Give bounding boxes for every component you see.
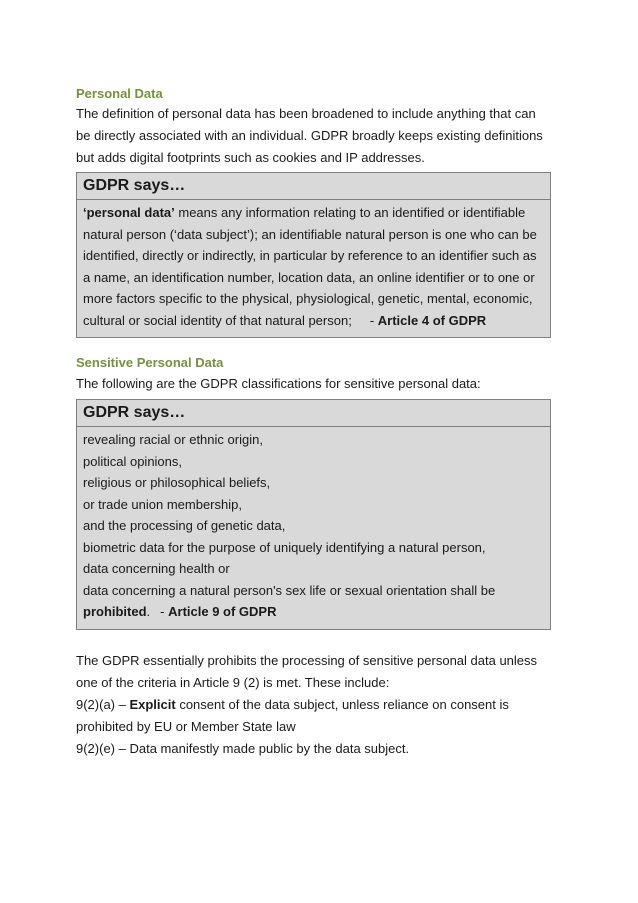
criteria-a-continued: prohibited by EU or Member State law bbox=[76, 719, 296, 734]
explicit-term: Explicit bbox=[129, 697, 176, 712]
sensitive-data-heading: Sensitive Personal Data bbox=[76, 355, 224, 370]
box-body bbox=[77, 200, 550, 337]
box-line bbox=[83, 310, 544, 332]
gdpr-says-box-article-4 bbox=[76, 172, 551, 338]
closing-line: one of the criteria in Article 9 (2) is met. These include: bbox=[76, 675, 390, 690]
closing-line: The GDPR essentially prohibits the processing of sensitive personal data unless bbox=[76, 653, 538, 668]
list-item: data concerning a natural person's sex life or sexual orientation shall be bbox=[83, 582, 496, 598]
list-item: or trade union membership, bbox=[83, 496, 242, 512]
closing-paragraph bbox=[76, 650, 537, 760]
citation-dash: - bbox=[160, 604, 165, 619]
list-item: religious or philosophical beliefs, bbox=[83, 475, 271, 490]
criteria-a-text: consent of the data subject, unless reliance on consent is bbox=[175, 697, 509, 712]
list-item: and the processing of genetic data, bbox=[83, 518, 286, 533]
box-title: GDPR says… bbox=[77, 400, 550, 427]
box-line-text: cultural or social identity of that natural person; bbox=[83, 312, 352, 328]
box-body bbox=[77, 427, 550, 629]
box-line bbox=[83, 601, 544, 623]
list-item: biometric data for the purpose of uniquely identifying a natural person, bbox=[83, 539, 486, 555]
box-line: natural person (‘data subject’); an identifiable natural person is one who can be bbox=[83, 226, 537, 242]
intro-line: but adds digital footprints such as cookies and IP addresses. bbox=[76, 150, 425, 165]
prohibited-term: prohibited bbox=[83, 604, 147, 619]
box-line bbox=[83, 202, 544, 224]
intro-line: The definition of personal data has been broadened to include anything that can bbox=[76, 106, 536, 121]
list-item: data concerning health or bbox=[83, 561, 230, 576]
personal-data-intro bbox=[76, 103, 543, 169]
list-item: revealing racial or ethnic origin, bbox=[83, 432, 263, 447]
criteria-a-prefix: 9(2)(a) – bbox=[76, 697, 130, 712]
box-line: identified, directly or indirectly, in particular by reference to an identifier such as bbox=[83, 248, 537, 263]
citation: Article 9 of GDPR bbox=[168, 604, 277, 619]
criteria-e: 9(2)(e) – Data manifestly made public by the data subject. bbox=[76, 741, 410, 756]
sensitive-data-intro: The following are the GDPR classifications for sensitive personal data: bbox=[76, 376, 481, 391]
citation-dash: - bbox=[369, 312, 375, 328]
box-title: GDPR says… bbox=[77, 173, 550, 200]
box-line: more factors specific to the physical, physiological, genetic, mental, economic, bbox=[83, 291, 533, 306]
criteria-a bbox=[76, 694, 537, 716]
box-line-text: means any information relating to an identified or identifiable bbox=[174, 205, 526, 220]
list-item: political opinions, bbox=[83, 453, 183, 469]
defined-term: ‘personal data’ bbox=[83, 205, 175, 220]
personal-data-heading: Personal Data bbox=[76, 86, 163, 101]
intro-line: be directly associated with an individual. GDPR broadly keeps existing definitions bbox=[76, 128, 543, 143]
box-line: a name, an identification number, location data, an online identifier or to one or bbox=[83, 269, 535, 285]
citation: Article 4 of GDPR bbox=[377, 312, 487, 328]
gdpr-says-box-article-9 bbox=[76, 399, 551, 630]
box-line-text: . bbox=[146, 604, 151, 619]
